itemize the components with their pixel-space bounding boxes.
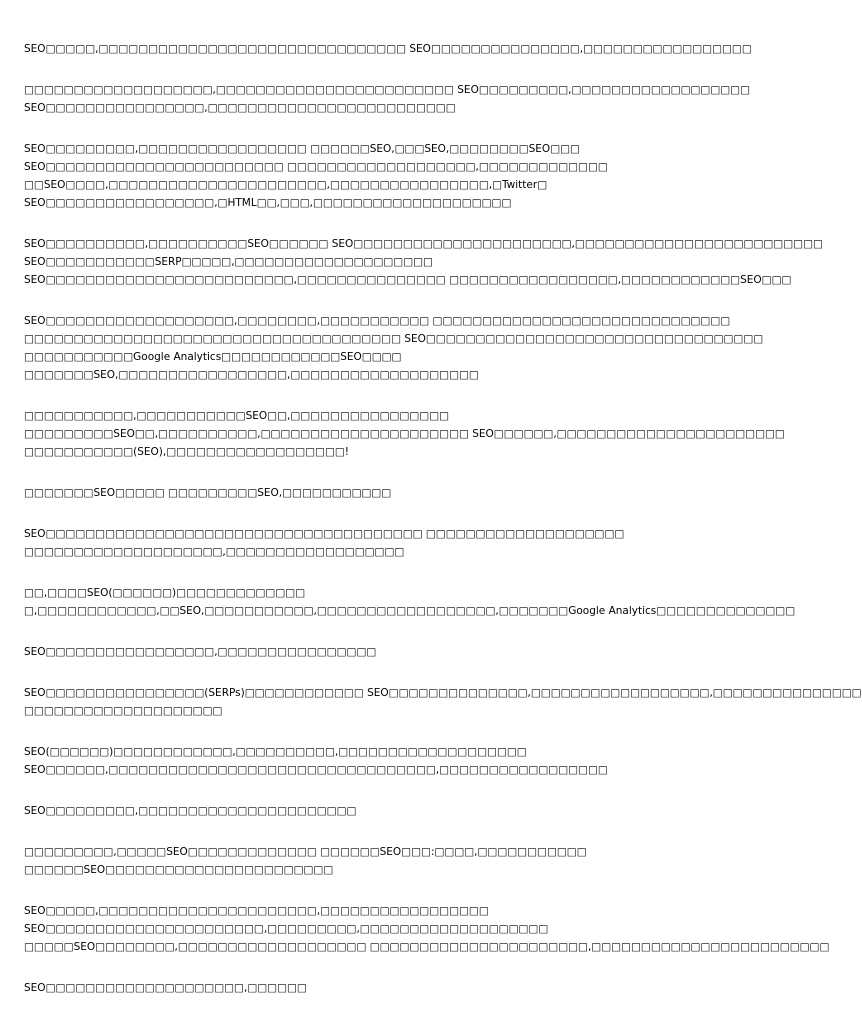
paragraph xyxy=(24,40,752,58)
text-line: SEO□□□□□□,□□□□□□□□□□□□□□□□□□□□□□□□□□□□□□□□□,□□□□□□□□□□□□□□□□□ xyxy=(24,764,608,776)
text-line: SEO□□□□□□□□□,□□□□□□□□□□□□□□□□□□□□□□ xyxy=(24,805,357,817)
text-line: SEO□□□□□,□□□□□□□□□□□□□□□□□□□□□□□□□□□□□□□ SEO□□□□□□□□□□□□□□□,□□□□□□□□□□□□□□□□□ xyxy=(24,43,752,55)
text-line: □□□□□□□□□□□,□□□□□□□□□□□SEO□□,□□□□□□□□□□□□□□□□ xyxy=(24,410,450,422)
text-line: □□□□□□□□□,□□□□□SEO□□□□□□□□□□□□□ □□□□□□SEO□□□:□□□□,□□□□□□□□□□□ xyxy=(24,846,587,858)
text-line: SEO□□□□□□□□□□□□□□□□□□□□□□,□□□□□□□□□,□□□□□□□□□□□□□□□□□□□ xyxy=(24,923,549,935)
text-line: □□□□□□□□□□□□□□□□□□□□,□□□□□□□□□□□□□□□□□□ xyxy=(24,546,405,558)
paragraph xyxy=(24,235,823,289)
text-line: □□□□□□□□□□□□□□□□□□□,□□□□□□□□□□□□□□□□□□□□□□□□ SEO□□□□□□□□□,□□□□□□□□□□□□□□□□□□ xyxy=(24,84,751,96)
text-line: SEO□□□□□,□□□□□□□□□□□□□□□□□□□□□□,□□□□□□□□□□□□□□□□□ xyxy=(24,905,489,917)
paragraph xyxy=(24,743,698,779)
text-line: □□□□□SEO□□□□□□□□,□□□□□□□□□□□□□□□□□□□ □□□□□□□□□□□□□□□□□□□□□□,□□□□□□□□□□□□□□□□□□□□□□□□ xyxy=(24,941,830,953)
text-line: □□□□□□□□□SEO□□,□□□□□□□□□□,□□□□□□□□□□□□□□□□□□□□□ SEO□□□□□□,□□□□□□□□□□□□□□□□□□□□□□□ xyxy=(24,428,785,440)
paragraph xyxy=(24,979,698,997)
text-line: □□□□□□□□□□□□□□□□□□□□□□□□□□□□□□□□□□□□□□ SEO□□□□□□□□□□□□□□□□□□□□□□□□□□□□□□□□□□ xyxy=(24,333,764,345)
text-line: □□,□□□□SEO(□□□□□□)□□□□□□□□□□□□□ xyxy=(24,587,306,599)
paragraph xyxy=(24,407,785,461)
paragraph xyxy=(24,802,698,820)
paragraph xyxy=(24,312,764,384)
paragraph xyxy=(24,843,698,879)
paragraph xyxy=(24,484,698,502)
text-line: □□SEO□□□□,□□□□□□□□□□□□□□□□□□□□□□,□□□□□□□□□□□□□□□□,□Twitter□ xyxy=(24,179,548,191)
text-line: □□□□□□SEO□□□□□□□□□□□□□□□□□□□□□□□ xyxy=(24,864,334,876)
text-line: SEO□□□□□□□□□,□□□□□□□□□□□□□□□□□ □□□□□□SEO,□□□SEO,□□□□□□□□SEO□□□ xyxy=(24,143,580,155)
text-line: SEO□□□□□□□□□□□SERP□□□□□,□□□□□□□□□□□□□□□□□□□□ xyxy=(24,256,433,268)
text-line: SEO□□□□□□□□□□□□□□□□□□□□,□□□□□□ xyxy=(24,982,307,994)
text-line: SEO(□□□□□□)□□□□□□□□□□□□,□□□□□□□□□□,□□□□□□□□□□□□□□□□□□□ xyxy=(24,746,527,758)
text-line: □□□□□□□□□□□(SEO),□□□□□□□□□□□□□□□□□□! xyxy=(24,446,350,458)
paragraph xyxy=(24,902,830,956)
text-line: SEO□□□□□□□□□□□□□□□□□□□□□□□□□□□□□□□□□□□□□□ □□□□□□□□□□□□□□□□□□□□ xyxy=(24,528,625,540)
text-line: SEO□□□□□□□□□□□□□□□□□,□HTML□□,□□□,□□□□□□□□□□□□□□□□□□□□ xyxy=(24,197,512,209)
paragraph xyxy=(24,525,698,561)
text-line: □,□□□□□□□□□□□□,□□SEO,□□□□□□□□□□□,□□□□□□□□□□□□□□□□□□,□□□□□□□Google Analytics□□□□□□□□□□□□□□ xyxy=(24,605,796,617)
paragraph xyxy=(24,584,796,620)
text-line: SEO□□□□□□□□□□□□□□□□□□□,□□□□□□□□,□□□□□□□□□□□ □□□□□□□□□□□□□□□□□□□□□□□□□□□□□□ xyxy=(24,315,731,327)
text-line: SEO□□□□□□□□□□□□□□□□,□□□□□□□□□□□□□□□□□□□□□□□□□ xyxy=(24,102,456,114)
text-line: □□□□□□□□□□□Google Analytics□□□□□□□□□□□□SEO□□□□ xyxy=(24,351,402,363)
text-line: □□□□□□□SEO□□□□□ □□□□□□□□□SEO,□□□□□□□□□□□ xyxy=(24,487,392,499)
text-line: SEO□□□□□□□□□□□□□□□□(SERPs)□□□□□□□□□□□□ SEO□□□□□□□□□□□□□□,□□□□□□□□□□□□□□□□□□,□□□□□□□□□□□□□□□ xyxy=(24,687,862,699)
text-line: SEO□□□□□□□□□□□□□□□□□□□□□□□□ □□□□□□□□□□□□□□□□□□□,□□□□□□□□□□□□□ xyxy=(24,161,608,173)
text-line: □□□□□□□□□□□□□□□□□□□□ xyxy=(24,705,223,717)
paragraph xyxy=(24,684,862,720)
paragraph xyxy=(24,643,698,661)
paragraph xyxy=(24,140,698,212)
text-line: □□□□□□□SEO,□□□□□□□□□□□□□□□□□,□□□□□□□□□□□□□□□□□□□ xyxy=(24,369,479,381)
text-line: SEO□□□□□□□□□□□□□□□□□,□□□□□□□□□□□□□□□□ xyxy=(24,646,377,658)
text-line: SEO□□□□□□□□□□□□□□□□□□□□□□□□□,□□□□□□□□□□□□□□□ □□□□□□□□□□□□□□□□□,□□□□□□□□□□□□SEO□□□ xyxy=(24,274,792,286)
text-line: SEO□□□□□□□□□□,□□□□□□□□□□SEO□□□□□□ SEO□□□□□□□□□□□□□□□□□□□□□□,□□□□□□□□□□□□□□□□□□□□□□□□□ xyxy=(24,238,823,250)
paragraph xyxy=(24,81,751,117)
